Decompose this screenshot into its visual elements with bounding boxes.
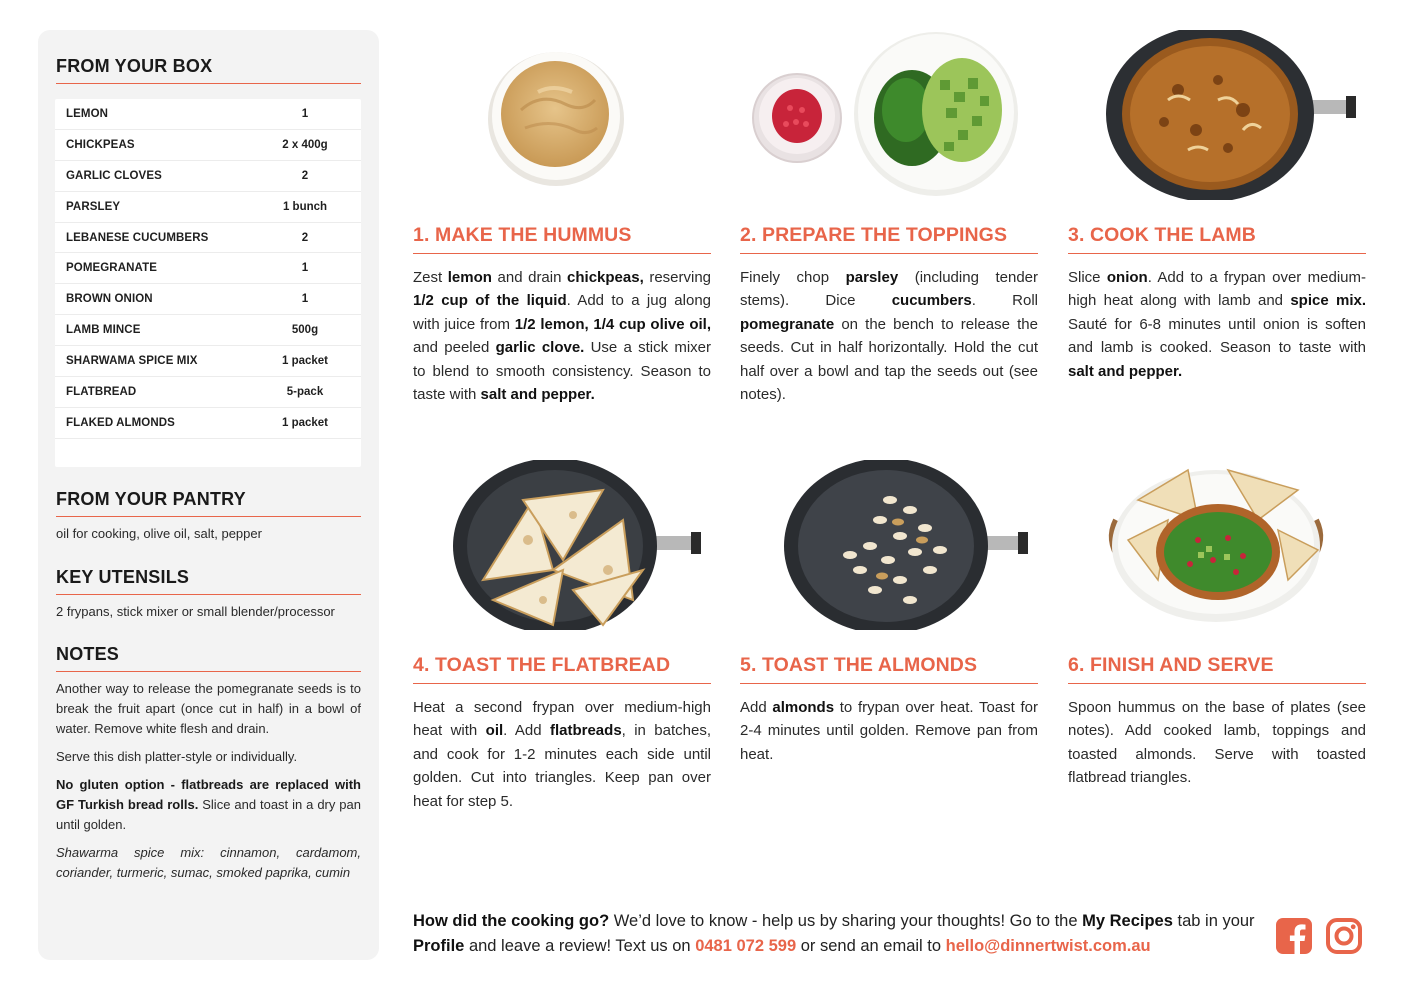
instruction-text: Slice: [1068, 269, 1107, 286]
instruction-text: . Roll: [971, 292, 1038, 310]
step-instructions: [740, 266, 1038, 406]
note-gluten-free: [56, 775, 361, 835]
ingredient-name: LEMON: [66, 107, 109, 120]
ingredient-name: FLAKED ALMONDS: [66, 416, 175, 429]
ingredient-row: [55, 253, 361, 284]
almonds-frypan-image: [740, 460, 1038, 630]
instruction-text: Use a stick mixer to blend to smooth consistency. Season to taste with: [413, 339, 712, 404]
notes-body: [56, 679, 361, 891]
instruction-text: and peeled: [413, 339, 496, 357]
ingredient-row: [55, 377, 361, 408]
ingredient-row: [55, 408, 361, 439]
instruction-emphasis: spice mix.: [1290, 292, 1366, 310]
ingredient-row: [55, 130, 361, 161]
footer-text: We’d love to know - help us by sharing your thoughts! Go to the: [609, 912, 1083, 930]
ingredient-row: [55, 346, 361, 377]
ingredient-name: FLATBREAD: [66, 385, 137, 398]
instruction-text: Spoon hummus on the base of plates (see notes). Add cooked lamb, toppings and toasted almonds. Serve with toasted flatbread triangles.: [1068, 699, 1366, 787]
step-title: 6. FINISH AND SERVE: [1068, 654, 1366, 684]
ingredient-name: SHARWAMA SPICE MIX: [66, 355, 198, 368]
note-gluten-free-bold: No gluten option - flatbreads are replaced with GF Turkish bread rolls.: [56, 777, 361, 812]
lamb-frypan-image: [1068, 30, 1366, 200]
served-platter-image: [1068, 460, 1366, 630]
instruction-emphasis: 1/2 lemon, 1/4 cup olive oil,: [514, 315, 711, 333]
ingredient-row: [55, 284, 361, 315]
from-your-pantry-heading: FROM YOUR PANTRY: [56, 489, 361, 517]
instruction-text: Sauté for 6-8 minutes until onion is soften and lamb is cooked. Season to taste with: [1068, 315, 1366, 357]
instruction-text: to frypan over heat. Toast for 2-4 minutes until golden. Remove pan from heat.: [740, 699, 1038, 763]
ingredient-name: LEBANESE CUCUMBERS: [66, 231, 209, 244]
step-title: 2. PREPARE THE TOPPINGS: [740, 224, 1038, 254]
ingredient-name: GARLIC CLOVES: [66, 169, 162, 182]
instruction-text: Add: [740, 699, 773, 716]
ingredient-qty: 1: [301, 293, 309, 306]
ingredient-qty: 500g: [291, 324, 319, 337]
facebook-icon[interactable]: [1275, 917, 1313, 955]
instruction-text: Finely chop: [740, 269, 846, 286]
toppings-plate-image: [740, 30, 1038, 200]
instruction-emphasis: oil: [485, 722, 504, 740]
ingredient-name: POMEGRANATE: [66, 262, 157, 275]
instruction-emphasis: chickpeas,: [567, 269, 644, 286]
instruction-text: . Add to a jug along with juice from: [413, 292, 712, 333]
instruction-text: (including tender stems). Dice: [740, 269, 1038, 310]
ingredient-row: [55, 315, 361, 346]
utensils-text: 2 frypans, stick mixer or small blender/processor: [56, 604, 335, 619]
hummus-bowl-image: [413, 30, 711, 200]
step-instructions: [740, 696, 1038, 766]
notes-heading: NOTES: [56, 644, 361, 672]
ingredient-qty: 2: [301, 231, 309, 244]
profile-link[interactable]: Profile: [413, 937, 465, 955]
ingredient-qty: 1 packet: [281, 355, 329, 368]
my-recipes-link[interactable]: My Recipes: [1082, 912, 1173, 930]
step-title: 1. MAKE THE HUMMUS: [413, 224, 711, 254]
instruction-text: and drain: [491, 269, 568, 286]
note-pomegranate: Another way to release the pomegranate seeds is to break the fruit apart (once cut in half) in a bowl of water. Remove white flesh and drain.: [56, 681, 361, 736]
instruction-emphasis: lemon: [447, 269, 492, 286]
note-gluten-free-rest: Slice and toast in a dry pan until golden.: [56, 797, 361, 832]
note-spice-mix: Shawarma spice mix: cinnamon, cardamom, coriander, turmeric, sumac, smoked paprika, cumin: [56, 845, 361, 880]
step-title: 3. COOK THE LAMB: [1068, 224, 1366, 254]
ingredient-row: [55, 161, 361, 192]
instruction-emphasis: onion: [1106, 269, 1148, 286]
instruction-emphasis: salt and pepper.: [480, 386, 595, 404]
instruction-emphasis: parsley: [845, 269, 899, 286]
ingredient-row: [55, 223, 361, 254]
note-serving: Serve this dish platter-style or individually.: [56, 749, 298, 764]
feedback-footer: [413, 909, 1263, 959]
instruction-text: reserving: [643, 269, 712, 286]
email-link[interactable]: hello@dinnertwist.com.au: [945, 937, 1151, 955]
phone-link[interactable]: 0481 072 599: [695, 937, 797, 955]
ingredient-qty: 1: [301, 262, 309, 275]
feedback-question: How did the cooking go?: [413, 912, 610, 930]
ingredient-name: PARSLEY: [66, 200, 121, 213]
footer-text: and leave a review! Text us on: [464, 937, 696, 955]
instruction-text: . Add to a frypan over medium-high heat along with lamb and: [1068, 269, 1366, 310]
ingredient-row: [55, 99, 361, 130]
ingredient-qty: 5-pack: [286, 385, 324, 398]
flatbread-frypan-image: [413, 460, 711, 630]
ingredient-name: CHICKPEAS: [66, 138, 135, 151]
ingredients-table: [55, 99, 361, 467]
footer-text: or send an email to: [796, 937, 946, 955]
instruction-emphasis: salt and pepper.: [1068, 362, 1183, 380]
step-instructions: [413, 696, 711, 813]
instruction-text: Heat a second frypan over medium-high heat with: [413, 699, 711, 740]
instruction-emphasis: garlic clove.: [495, 339, 585, 357]
instagram-icon[interactable]: [1325, 917, 1363, 955]
step-instructions: [1068, 266, 1366, 383]
ingredient-qty: 1: [301, 107, 309, 120]
step-title: 4. TOAST THE FLATBREAD: [413, 654, 711, 684]
step-instructions: [413, 266, 711, 406]
instruction-emphasis: cucumbers: [891, 292, 972, 310]
ingredient-qty: 2 x 400g: [282, 138, 328, 151]
ingredient-qty: 2: [301, 169, 309, 182]
ingredient-row: [55, 192, 361, 223]
from-your-box-heading: FROM YOUR BOX: [56, 56, 361, 84]
instruction-text: Zest: [413, 269, 448, 286]
ingredient-name: BROWN ONION: [66, 293, 153, 306]
footer-text: tab in your: [1172, 912, 1255, 930]
instruction-text: on the bench to release the seeds. Cut in half horizontally. Hold the cut half over a bowl and tap the seeds out (see notes).: [740, 315, 1038, 404]
instruction-emphasis: almonds: [772, 699, 835, 716]
ingredient-name: LAMB MINCE: [66, 324, 141, 337]
instruction-text: . Add: [503, 722, 550, 740]
step-title: 5. TOAST THE ALMONDS: [740, 654, 1038, 684]
instruction-emphasis: flatbreads: [549, 722, 622, 740]
instruction-emphasis: 1/2 cup of the liquid: [413, 292, 567, 310]
pantry-text: oil for cooking, olive oil, salt, pepper: [56, 526, 262, 541]
instruction-emphasis: pomegranate: [740, 315, 835, 333]
instruction-text: , in batches, and cook for 1-2 minutes each side until golden. Cut into triangles. Keep pan over heat for step 5.: [413, 722, 711, 810]
ingredients-sidebar: [38, 30, 379, 960]
ingredient-qty: 1 bunch: [282, 200, 328, 213]
key-utensils-heading: KEY UTENSILS: [56, 567, 361, 595]
ingredient-qty: 1 packet: [281, 416, 329, 429]
step-instructions: [1068, 696, 1366, 790]
